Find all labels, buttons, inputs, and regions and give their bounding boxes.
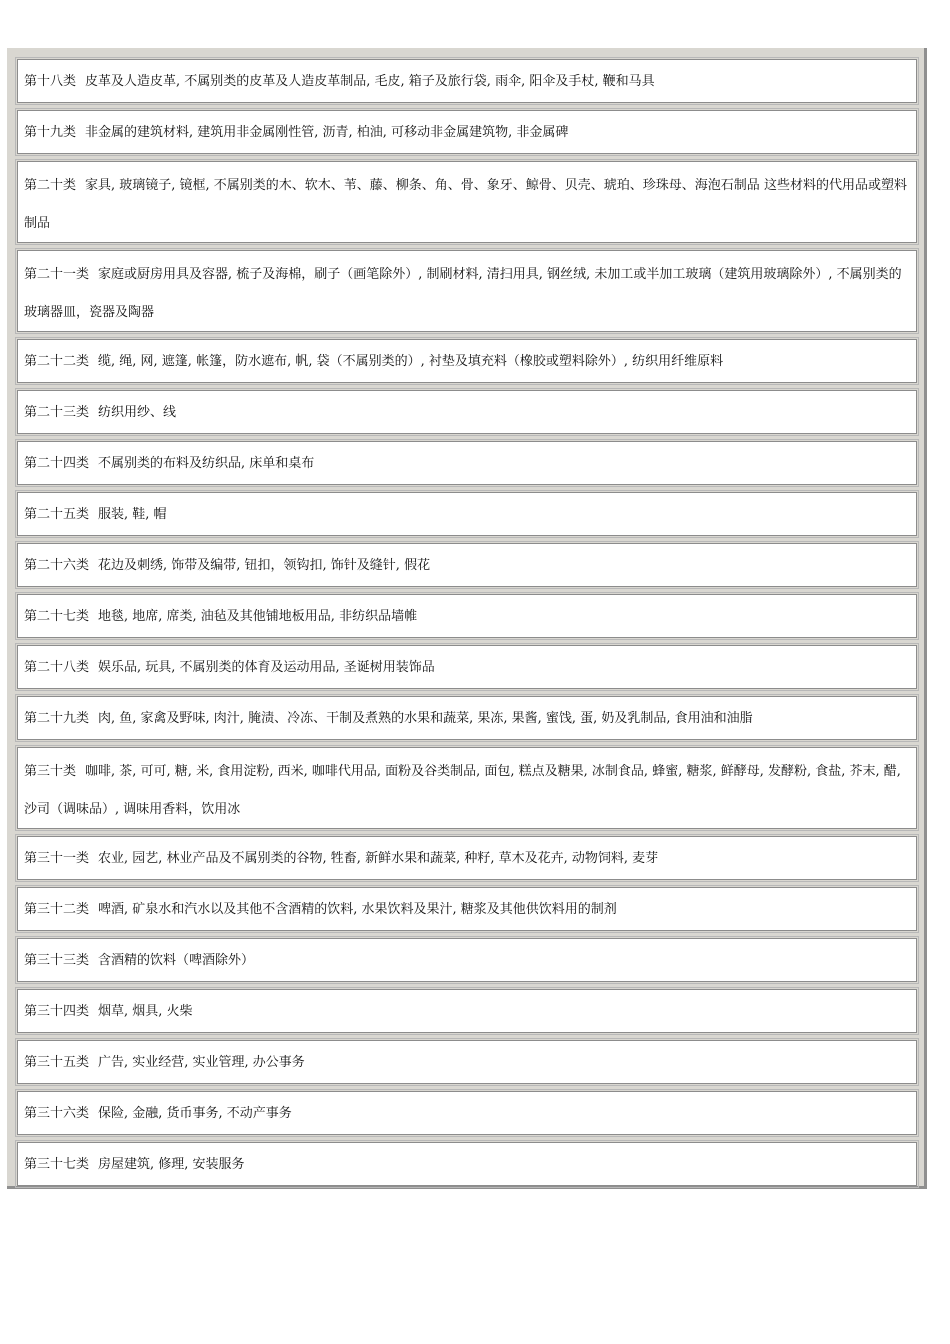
class-description: 花边及刺绣, 饰带及编带, 钮扣，领钩扣, 饰针及缝针, 假花: [98, 558, 431, 573]
class-number: 第二十二类: [24, 354, 90, 369]
class-description: 保险, 金融, 货币事务, 不动产事务: [98, 1106, 292, 1121]
class-number: 第二十六类: [24, 558, 90, 573]
class-row-21: [17, 250, 917, 332]
content-frame: [7, 48, 927, 1189]
class-row-31: [17, 836, 917, 880]
class-row-24: [17, 441, 917, 485]
class-description: 肉, 鱼, 家禽及野味, 肉汁, 腌渍、冷冻、干制及煮熟的水果和蔬菜, 果冻, 果酱, 蜜饯, 蛋, 奶及乳制品, 食用油和油脂: [98, 711, 753, 726]
class-number: 第二十三类: [24, 405, 90, 420]
class-description: 房屋建筑, 修理, 安装服务: [98, 1157, 245, 1172]
class-number: 第二十七类: [24, 609, 90, 624]
class-row-30: [17, 747, 917, 829]
class-description: 咖啡, 茶, 可可, 糖, 米, 食用淀粉, 西米, 咖啡代用品, 面粉及谷类制品, 面包, 糕点及糖果, 冰制食品, 蜂蜜, 糖浆, 鲜酵母, 发酵粉, 食盐, 芥末, 醋, 沙司（调味品）, 调味用香料，饮用冰: [24, 764, 901, 817]
class-description: 非金属的建筑材料, 建筑用非金属刚性管, 沥青, 柏油, 可移动非金属建筑物, 非金属碑: [85, 125, 569, 140]
class-row-32: [17, 887, 917, 931]
class-number: 第二十一类: [24, 267, 90, 282]
class-number: 第三十四类: [24, 1004, 90, 1019]
class-description: 农业, 园艺, 林业产品及不属别类的谷物, 牲畜, 新鲜水果和蔬菜, 种籽, 草木及花卉, 动物饲料, 麦芽: [98, 851, 659, 866]
class-number: 第二十四类: [24, 456, 90, 471]
class-number: 第二十九类: [24, 711, 90, 726]
class-number: 第三十三类: [24, 953, 90, 968]
class-row-37: [17, 1142, 917, 1186]
class-description: 娱乐品, 玩具, 不属别类的体育及运动用品, 圣诞树用装饰品: [98, 660, 435, 675]
class-row-28: [17, 645, 917, 689]
class-row-23: [17, 390, 917, 434]
class-description: 啤酒, 矿泉水和汽水以及其他不含酒精的饮料, 水果饮料及果汁, 糖浆及其他供饮料用的制剂: [98, 902, 617, 917]
class-number: 第三十二类: [24, 902, 90, 917]
class-number: 第二十八类: [24, 660, 90, 675]
class-description: 纺织用纱、线: [98, 405, 177, 420]
class-description: 不属别类的布料及纺织品, 床单和桌布: [98, 456, 315, 471]
class-list: [17, 59, 917, 1193]
class-row-36: [17, 1091, 917, 1135]
class-description: 广告, 实业经营, 实业管理, 办公事务: [98, 1055, 305, 1070]
class-row-25: [17, 492, 917, 536]
class-row-33: [17, 938, 917, 982]
class-row-29: [17, 696, 917, 740]
class-number: 第十九类: [24, 125, 77, 140]
class-description: 含酒精的饮料（啤酒除外）: [98, 953, 255, 968]
class-row-20: [17, 161, 917, 243]
class-row-35: [17, 1040, 917, 1084]
class-row-26: [17, 543, 917, 587]
class-description: 皮革及人造皮革, 不属别类的皮革及人造皮革制品, 毛皮, 箱子及旅行袋, 雨伞, 阳伞及手杖, 鞭和马具: [85, 74, 655, 89]
class-number: 第三十类: [24, 764, 77, 779]
class-number: 第十八类: [24, 74, 77, 89]
class-description: 缆, 绳, 网, 遮篷, 帐篷，防水遮布, 帆, 袋（不属别类的）, 衬垫及填充料（橡胶或塑料除外）, 纺织用纤维原料: [98, 354, 724, 369]
class-description: 家庭或厨房用具及容器, 梳子及海棉，刷子（画笔除外）, 制刷材料, 清扫用具, 钢丝绒, 未加工或半加工玻璃（建筑用玻璃除外）, 不属别类的玻璃器皿，瓷器及陶器: [24, 267, 902, 320]
class-description: 服装, 鞋, 帽: [98, 507, 167, 522]
class-number: 第三十六类: [24, 1106, 90, 1121]
class-description: 地毯, 地席, 席类, 油毡及其他铺地板用品, 非纺织品墙帷: [98, 609, 418, 624]
class-row-22: [17, 339, 917, 383]
class-row-19: [17, 110, 917, 154]
class-description: 烟草, 烟具, 火柴: [98, 1004, 193, 1019]
class-number: 第二十五类: [24, 507, 90, 522]
class-number: 第二十类: [24, 178, 77, 193]
class-number: 第三十一类: [24, 851, 90, 866]
class-number: 第三十五类: [24, 1055, 90, 1070]
class-description: 家具, 玻璃镜子, 镜框, 不属别类的木、软木、苇、藤、柳条、角、骨、象牙、鲸骨、贝壳、琥珀、珍珠母、海泡石制品 这些材料的代用品或塑料制品: [24, 178, 907, 231]
class-row-34: [17, 989, 917, 1033]
class-row-27: [17, 594, 917, 638]
class-row-18: [17, 59, 917, 103]
class-number: 第三十七类: [24, 1157, 90, 1172]
